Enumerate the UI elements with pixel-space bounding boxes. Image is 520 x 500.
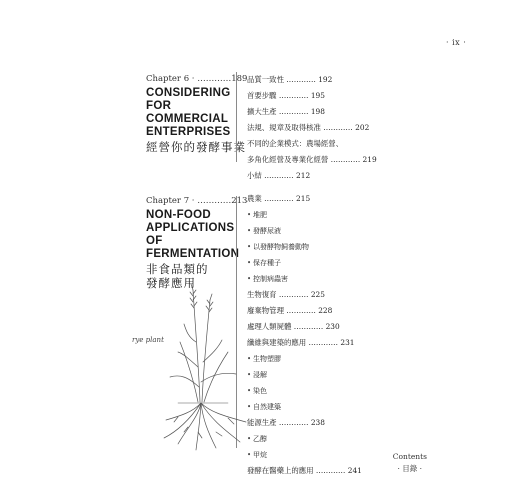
chapter-7-title-line: OF — [146, 235, 163, 247]
chapter-6-title-line: ENTERPRISES — [146, 126, 231, 138]
illustration-caption: rye plant — [132, 336, 164, 344]
toc-entry[interactable]: 纖維與建築的應用 ………… 231 — [247, 338, 355, 347]
chapter-6-divider — [236, 72, 237, 162]
chapter-7-title-line: FERMENTATION — [146, 248, 240, 260]
chapter-6-title — [146, 87, 230, 139]
toc-entry[interactable]: 生物復育 ………… 225 — [247, 290, 325, 299]
toc-entry[interactable]: 品質一致性 ………… 192 — [247, 75, 333, 84]
chapter-6-title-line: CONSIDERING — [146, 87, 231, 99]
chapter-7-cn-title-line: 發酵應用 — [146, 276, 196, 290]
chapter-7-title — [146, 209, 239, 261]
rye-plant-illustration — [158, 282, 258, 452]
toc-entry[interactable]: 處理人類屍體 ………… 230 — [247, 322, 340, 331]
chapter-7-cn-title-line: 非食品類的 — [146, 262, 209, 276]
toc-entry[interactable]: 首要步驟 ………… 195 — [247, 91, 325, 100]
toc-subentry[interactable]: • 浸解 — [247, 367, 362, 383]
chapter-6-heading: Chapter 6 · …………189 — [146, 74, 248, 84]
toc-entry[interactable]: 擴大生產 ………… 198 — [247, 107, 325, 116]
toc-entry[interactable]: 多角化經營及專業化經營 ………… 219 — [247, 155, 377, 164]
toc-subentry[interactable]: • 甲烷 — [247, 447, 362, 463]
toc-entry[interactable]: 廢棄物管理 ………… 228 — [247, 306, 333, 315]
toc-subentry[interactable]: • 生物塑膠 — [247, 351, 362, 367]
toc-entry[interactable]: 不同的企業模式：農場經營、 — [247, 139, 344, 148]
toc-subentry[interactable]: • 保存種子 — [247, 255, 362, 271]
page-number: · ix · — [446, 38, 467, 47]
chapter-6-title-line: COMMERCIAL — [146, 113, 229, 125]
chapter-6-cn-title: 經營你的發酵事業 — [146, 140, 246, 154]
toc-subentry[interactable]: • 堆肥 — [247, 207, 362, 223]
chapter-7-entries — [247, 191, 362, 479]
toc-subentry[interactable]: • 染色 — [247, 383, 362, 399]
toc-entry[interactable]: 農業 ………… 215 — [247, 194, 311, 203]
chapter-7-title-line: NON-FOOD — [146, 209, 212, 221]
toc-subentry[interactable]: • 以發酵物飼養動物 — [247, 239, 362, 255]
toc-subentry[interactable]: • 乙醇 — [247, 431, 362, 447]
toc-subentry[interactable]: • 控制病蟲害 — [247, 271, 362, 287]
toc-entry[interactable]: 發酵在醫藥上的應用 ………… 241 — [247, 466, 362, 475]
footer-contents-cn: · 目錄 · — [397, 464, 422, 473]
toc-entry[interactable]: 能源生產 ………… 238 — [247, 418, 325, 427]
toc-entry[interactable]: 小結 ………… 212 — [247, 171, 311, 180]
toc-subentry[interactable]: • 自然建築 — [247, 399, 362, 415]
footer-contents-en: Contents — [392, 452, 427, 461]
chapter-7-title-line: APPLICATIONS — [146, 222, 235, 234]
toc-subentry[interactable]: • 發酵尿液 — [247, 223, 362, 239]
chapter-6-entries — [247, 72, 377, 184]
chapter-6-title-line: FOR — [146, 100, 172, 112]
toc-entry[interactable]: 法規、規章及取得核准 ………… 202 — [247, 123, 370, 132]
chapter-7-heading: Chapter 7 · …………213 — [146, 196, 248, 206]
